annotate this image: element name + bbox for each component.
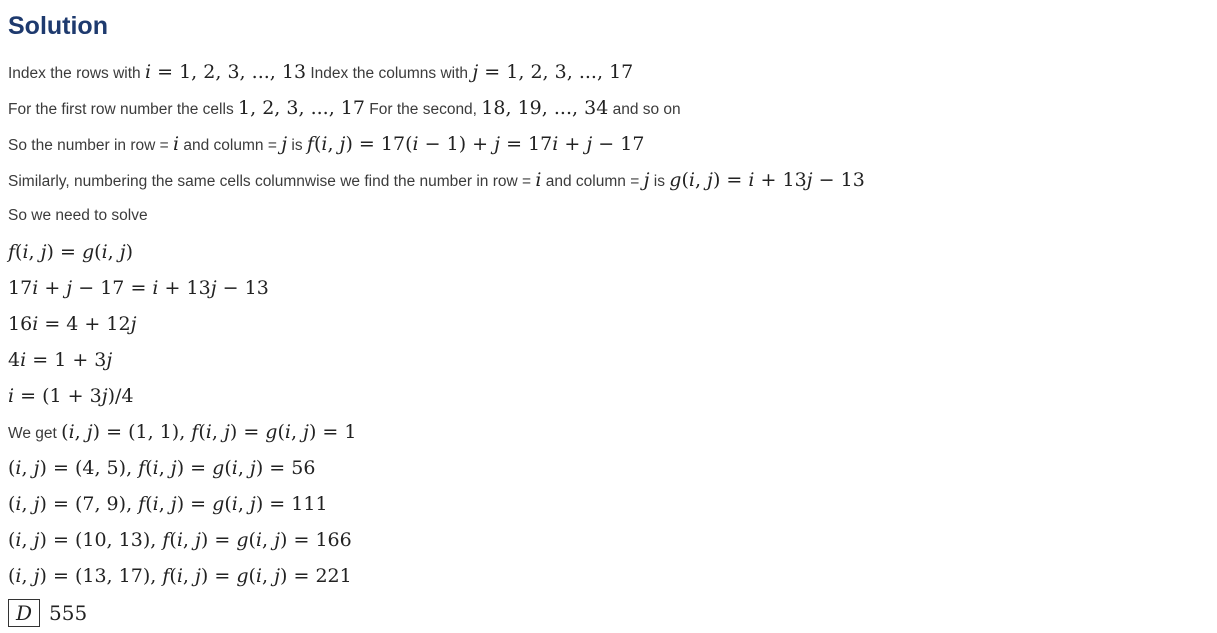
text-segment: Index the columns with xyxy=(306,65,473,82)
math-segment: j = 1, 2, 3, ..., 17 xyxy=(472,61,634,83)
answer-line xyxy=(8,595,1209,631)
answer-letter: D xyxy=(16,601,33,625)
math-segment: i xyxy=(535,169,542,191)
math-segment: (i, j) = (4, 5), f(i, j) = g(i, j) = 56 xyxy=(8,457,316,479)
solution-line xyxy=(8,486,1209,522)
text-segment: For the first row number the cells xyxy=(8,101,238,118)
solution-line xyxy=(8,414,1209,450)
math-segment: g(i, j) = i + 13j − 13 xyxy=(669,169,865,191)
solution-lines xyxy=(8,54,1209,594)
math-segment: i xyxy=(173,133,180,155)
math-segment: (i, j) = (7, 9), f(i, j) = g(i, j) = 111 xyxy=(8,493,328,515)
page-title: Solution xyxy=(8,12,108,40)
math-segment: 16i = 4 + 12j xyxy=(8,313,137,335)
solution-line xyxy=(8,450,1209,486)
solution-line xyxy=(8,306,1209,342)
solution-line xyxy=(8,234,1209,270)
solution-line xyxy=(8,90,1209,126)
math-segment: 4i = 1 + 3j xyxy=(8,349,113,371)
solution-line xyxy=(8,54,1209,90)
math-segment: i = 1, 2, 3, ..., 13 xyxy=(144,61,307,83)
text-segment: We get xyxy=(8,425,62,442)
math-segment: (i, j) = (13, 17), f(i, j) = g(i, j) = 221 xyxy=(8,565,352,587)
answer-choice-box xyxy=(8,599,40,627)
solution-line xyxy=(8,342,1209,378)
math-segment: (i, j) = (1, 1), f(i, j) = g(i, j) = 1 xyxy=(61,421,357,443)
math-segment: j xyxy=(281,133,288,155)
solution-line xyxy=(8,522,1209,558)
answer-value: 555 xyxy=(49,601,88,625)
math-segment: j xyxy=(643,169,650,191)
text-segment: is xyxy=(649,173,670,190)
solution-line xyxy=(8,378,1209,414)
text-segment: Similarly, numbering the same cells columnwise we find the number in row = xyxy=(8,173,536,190)
text-segment: is xyxy=(287,137,307,154)
solution-line xyxy=(8,198,1209,234)
text-segment: and column = xyxy=(179,137,282,154)
text-segment: and so on xyxy=(608,101,681,118)
text-segment: So we need to solve xyxy=(8,207,148,224)
solution-line xyxy=(8,270,1209,306)
solution-line xyxy=(8,558,1209,594)
text-segment: Index the rows with xyxy=(8,65,145,82)
text-segment: and column = xyxy=(541,173,644,190)
text-segment: For the second, xyxy=(364,101,482,118)
math-segment: 17i + j − 17 = i + 13j − 13 xyxy=(8,277,269,299)
solution-line xyxy=(8,162,1209,198)
math-segment: 1, 2, 3, ..., 17 xyxy=(238,97,365,119)
math-segment: f(i, j) = g(i, j) xyxy=(8,241,134,263)
math-segment: (i, j) = (10, 13), f(i, j) = g(i, j) = 166 xyxy=(8,529,352,551)
text-segment: So the number in row = xyxy=(8,137,173,154)
math-segment: i = (1 + 3j)/4 xyxy=(8,385,134,407)
math-segment: 18, 19, ..., 34 xyxy=(481,97,609,119)
math-segment: f(i, j) = 17(i − 1) + j = 17i + j − 17 xyxy=(306,133,645,155)
solution-line xyxy=(8,126,1209,162)
